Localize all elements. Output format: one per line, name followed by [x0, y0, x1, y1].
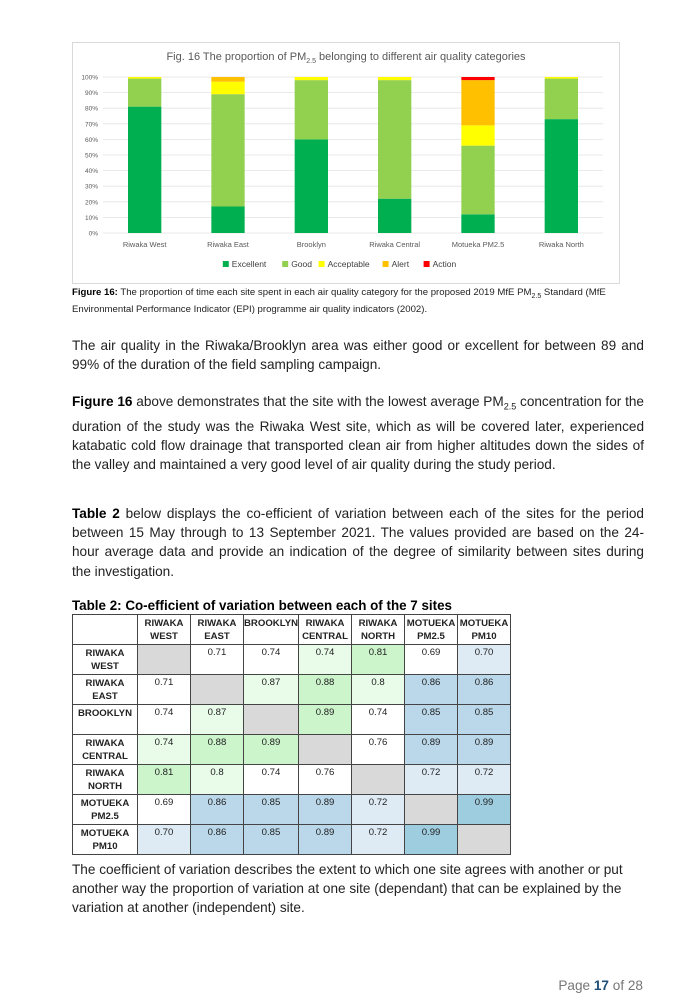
table-cell: [244, 705, 299, 735]
legend-label: Acceptable: [327, 259, 370, 269]
page-footer: Page 17 of 28: [558, 978, 643, 993]
table-cell: 0.71: [138, 675, 191, 705]
col-header: MOTUEKA PM2.5: [405, 615, 458, 645]
legend-label: Alert: [391, 259, 410, 269]
col-header: RIWAKA CENTRAL: [299, 615, 352, 645]
table-cell: 0.70: [458, 645, 511, 675]
bar-segment-good: [128, 79, 161, 107]
col-header: BROOKLYN: [244, 615, 299, 645]
table-cell: 0.86: [191, 825, 244, 855]
bar-segment-excellent: [211, 206, 244, 233]
figure-caption: Figure 16: The proportion of time each site spent in each air quality category for the proposed 2019 MfE $PM_{2.5}$ Standard (MfE Environmental Performance Indicator (EPI) programme air quality indicators (2002).: [72, 287, 606, 315]
bar-segment-acceptable: [211, 82, 244, 94]
bar-segment-good: [545, 79, 578, 120]
chart-canvas: [73, 43, 619, 283]
bar-segment-excellent: [295, 139, 328, 233]
col-header: RIWAKA WEST: [138, 615, 191, 645]
table-cell: 0.76: [352, 735, 405, 765]
legend-swatch: [424, 261, 430, 267]
y-tick-label: 40%: [84, 168, 98, 176]
table-cell: 0.72: [405, 765, 458, 795]
row-header: MOTUEKA PM10: [73, 825, 138, 855]
row-header: RIWAKA CENTRAL: [73, 735, 138, 765]
table-cell: 0.89: [405, 735, 458, 765]
table-cell: 0.85: [405, 705, 458, 735]
row-header: RIWAKA EAST: [73, 675, 138, 705]
y-tick-label: 60%: [84, 136, 98, 144]
y-tick-label: 10%: [84, 214, 98, 222]
paragraph-coefficient: The coefficient of variation describes the extent to which one site agrees with another or put another way the proportion of variation at one site (dependant) that can be explained by the variation at another (independent) site.: [72, 862, 623, 916]
table-cell: 0.8: [191, 765, 244, 795]
bar-segment-good: [211, 94, 244, 206]
table-cell: 0.71: [191, 645, 244, 675]
col-header: RIWAKA NORTH: [352, 615, 405, 645]
table-cell: 0.86: [458, 675, 511, 705]
table-cell: 0.72: [352, 825, 405, 855]
table-cell: 0.69: [405, 645, 458, 675]
table-cell: 0.86: [191, 795, 244, 825]
bar-segment-alert: [461, 80, 494, 125]
table-row: [73, 675, 511, 705]
table-cell: 0.89: [299, 825, 352, 855]
legend-label: Action: [432, 259, 457, 269]
table-cell: 0.88: [191, 735, 244, 765]
row-header: MOTUEKA PM2.5: [73, 795, 138, 825]
bar-segment-acceptable: [128, 77, 161, 79]
table-cell: 0.86: [405, 675, 458, 705]
table-cell: [138, 645, 191, 675]
table-cell: 0.85: [458, 705, 511, 735]
bar-segment-excellent: [545, 119, 578, 233]
y-tick-label: 80%: [84, 105, 98, 113]
table-cell: 0.85: [244, 795, 299, 825]
table-cell: 0.8: [352, 675, 405, 705]
table-cell: 0.89: [299, 795, 352, 825]
legend-swatch: [383, 261, 389, 267]
coefficient-table: [72, 614, 511, 855]
paragraph-air-quality: The air quality in the Riwaka/Brooklyn area was either good or excellent for between 89 and 99% of the duration of the field sampling campaign.: [72, 338, 644, 373]
table-title: Table 2: Co-efficient of variation between each of the 7 sites: [72, 598, 452, 613]
legend-swatch: [319, 261, 325, 267]
x-tick-label: Riwaka Central: [369, 240, 421, 249]
chart-figure-16: [72, 42, 620, 284]
table-cell: 0.85: [244, 825, 299, 855]
col-header: MOTUEKA PM10: [458, 615, 511, 645]
y-tick-label: 0%: [88, 230, 98, 238]
legend-label: Excellent: [231, 259, 267, 269]
table-cell: 0.74: [138, 735, 191, 765]
table-cell: 0.74: [244, 765, 299, 795]
table-cell: 0.89: [299, 705, 352, 735]
table-cell: 0.76: [299, 765, 352, 795]
table-cell: 0.87: [191, 705, 244, 735]
legend-label: Good: [291, 259, 312, 269]
table-cell: [191, 675, 244, 705]
row-header: BROOKLYN: [73, 705, 138, 735]
table-cell: 0.69: [138, 795, 191, 825]
bar-segment-acceptable: [295, 77, 328, 80]
table-cell: 0.87: [244, 675, 299, 705]
table-cell: 0.81: [138, 765, 191, 795]
table-row: [73, 645, 511, 675]
table-cell: 0.74: [244, 645, 299, 675]
bar-segment-acceptable: [545, 77, 578, 79]
y-tick-label: 50%: [84, 152, 98, 160]
table-cell: [458, 825, 511, 855]
table-cell: 0.89: [458, 735, 511, 765]
table-cell: 0.74: [299, 645, 352, 675]
table-cell: 0.72: [458, 765, 511, 795]
bar-segment-good: [461, 146, 494, 215]
paragraph-figure-16: Figure 16 above demonstrates that the site with the lowest average $PM_{2.5}$ concentration for the duration of the study was the Riwaka West site, which as will be covered later, experienced katabatic cold flow drainage that transported clean air from higher altitudes down the sides of the valley and maintained a very good level of air quality during the study period.: [72, 394, 644, 473]
x-tick-label: Riwaka North: [538, 240, 584, 249]
table-cell: 0.99: [458, 795, 511, 825]
y-tick-label: 90%: [84, 90, 98, 98]
bar-segment-acceptable: [461, 125, 494, 145]
col-header: RIWAKA EAST: [191, 615, 244, 645]
table-row: [73, 735, 511, 765]
table-row: [73, 705, 511, 735]
table-cell: 0.89: [244, 735, 299, 765]
bar-segment-excellent: [378, 199, 411, 233]
table-row: [73, 825, 511, 855]
table-cell: 0.74: [352, 705, 405, 735]
y-tick-label: 30%: [84, 183, 98, 191]
row-header: RIWAKA NORTH: [73, 765, 138, 795]
legend-swatch: [282, 261, 288, 267]
table-cell: 0.88: [299, 675, 352, 705]
table-row: [73, 765, 511, 795]
table-cell: [352, 765, 405, 795]
y-tick-label: 20%: [84, 199, 98, 207]
x-tick-label: Riwaka East: [207, 240, 249, 249]
table-header-row: [73, 615, 511, 645]
x-tick-label: Riwaka West: [122, 240, 167, 249]
table-row: [73, 795, 511, 825]
bar-segment-alert: [211, 77, 244, 82]
bar-segment-excellent: [461, 214, 494, 233]
bar-segment-acceptable: [378, 77, 411, 80]
table-cell: 0.72: [352, 795, 405, 825]
bar-segment-action: [461, 77, 494, 80]
y-tick-label: 100%: [81, 74, 98, 82]
paragraph-table-2: Table 2 below displays the co-efficient of variation between each of the sites for the period between 15 May through to 13 September 2021. The values provided are based on the 24-hour average data and provide an indication of the degree of similarity between sites during the investigation.: [72, 506, 644, 579]
bar-segment-good: [378, 80, 411, 199]
row-header: RIWAKA WEST: [73, 645, 138, 675]
legend-swatch: [223, 261, 229, 267]
table-cell: [405, 795, 458, 825]
x-tick-label: Motueka PM2.5: [451, 240, 505, 249]
x-tick-label: Brooklyn: [296, 240, 326, 249]
table-cell: [299, 735, 352, 765]
table-cell: 0.99: [405, 825, 458, 855]
table-cell: 0.70: [138, 825, 191, 855]
corner-cell: [73, 615, 138, 645]
bar-segment-excellent: [128, 107, 161, 233]
table-cell: 0.74: [138, 705, 191, 735]
chart-title: Fig. 16 The proportion of $PM_{2.5}$ belonging to different air quality categories: [166, 51, 526, 66]
table-cell: 0.81: [352, 645, 405, 675]
y-tick-label: 70%: [84, 121, 98, 129]
bar-segment-good: [295, 80, 328, 139]
